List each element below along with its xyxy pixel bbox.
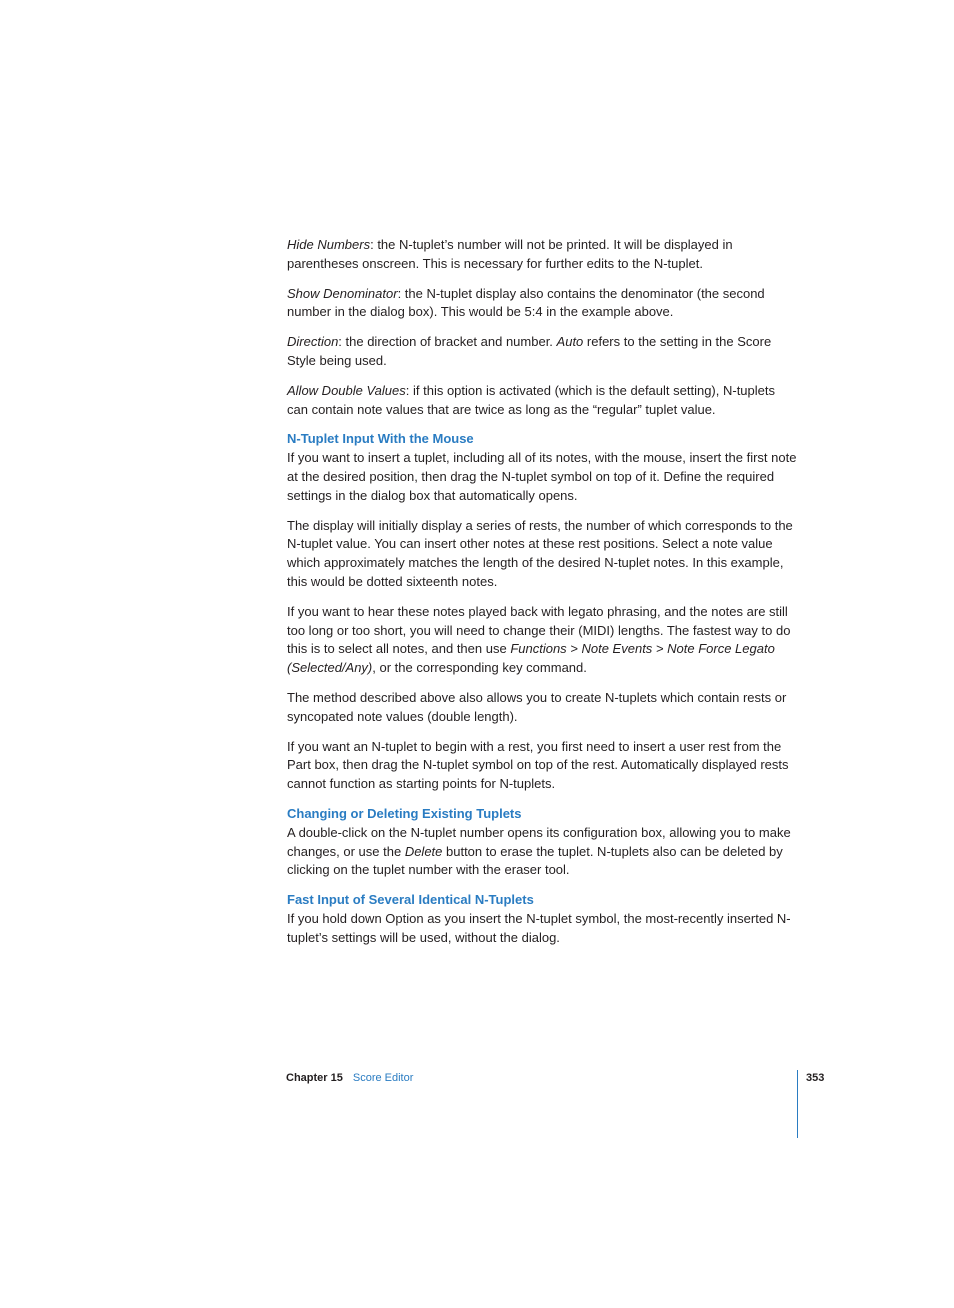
paragraph-text: , or the corresponding key command. <box>372 660 587 676</box>
paragraph-menu-path <box>287 603 797 678</box>
section-heading-fast-input: Fast Input of Several Identical N-Tuplets <box>287 892 534 908</box>
option-term: Direction <box>287 334 339 350</box>
section-heading-changing-tuplets: Changing or Deleting Existing Tuplets <box>287 805 522 821</box>
option-value-auto: Auto <box>556 334 584 350</box>
chapter-title: Score Editor <box>352 1072 414 1084</box>
option-allow-double-values <box>287 382 797 420</box>
section-heading-mouse-input: N-Tuplet Input With the Mouse <box>287 431 474 447</box>
paragraph: If you want an N-tuplet to begin with a rest, you first need to insert a user rest from the Part box, then drag the N-tuplet symbol on top of the rest. Automatically displayed rests cannot function as starting points for N-tuplets. <box>287 738 789 792</box>
paragraph: The method described above also allows you to create N-tuplets which contain rests or syncopated note values (double length). <box>287 689 787 724</box>
option-description: : the direction of bracket and number. <box>338 334 557 350</box>
option-hide-numbers <box>287 236 797 274</box>
paragraph: If you want to insert a tuplet, including all of its notes, with the mouse, insert the first note at the desired position, then drag the N-tuplet symbol on top of it. Define the required settings in the dialog box that automatically opens. <box>287 450 797 503</box>
option-term: Allow Double Values <box>287 382 406 398</box>
menu-path: Functions > Note Events > Note Force Legato (Selected/Any) <box>287 641 775 676</box>
paragraph-text: If you want to hear these notes played back with legato phrasing, and the notes are still too long or too short, you will need to change their (MIDI) lengths. The fastest way to do this is to select all notes, and then use <box>287 603 791 657</box>
option-direction <box>287 333 797 371</box>
option-description: : the N-tuplet’s number will not be printed. It will be displayed in parentheses onscreen. This is necessary for further edits to the N-tuplet. <box>287 237 733 271</box>
footer-chapter <box>286 1070 413 1086</box>
paragraph-text: A double-click on the N-tuplet number opens its configuration box, allowing you to make changes, or use the <box>287 824 791 859</box>
page-body <box>287 236 797 959</box>
chapter-label: Chapter 15 <box>286 1072 343 1084</box>
paragraph: If you hold down Option as you insert the N-tuplet symbol, the most-recently inserted N-tuplet’s settings will be used, without the dialog. <box>287 910 791 945</box>
footer-divider <box>797 1070 798 1138</box>
option-term: Show Denominator <box>287 285 398 301</box>
page-number: 353 <box>806 1072 825 1084</box>
paragraph-text: button to erase the tuplet. N-tuplets also can be deleted by clicking on the tuplet number with the eraser tool. <box>287 843 783 878</box>
delete-button-name: Delete <box>404 843 443 859</box>
option-description: : the N-tuplet display also contains the denominator (the second number in the dialog box). This would be 5:4 in the example above. <box>287 285 765 320</box>
option-show-denominator <box>287 285 797 323</box>
option-description-cont: refers to the setting in the Score Style being used. <box>287 334 772 368</box>
paragraph: The display will initially display a series of rests, the number of which corresponds to the N-tuplet value. You can insert other notes at these rest positions. Select a note value which approximately matches the length of the desired N-tuplet notes. In this example, this would be dotted sixteenth notes. <box>287 517 793 589</box>
option-description: : if this option is activated (which is the default setting), N-tuplets can contain note values that are twice as long as the “regular” tuplet value. <box>287 382 775 417</box>
option-term: Hide Numbers <box>287 237 371 252</box>
paragraph-delete <box>287 824 797 880</box>
